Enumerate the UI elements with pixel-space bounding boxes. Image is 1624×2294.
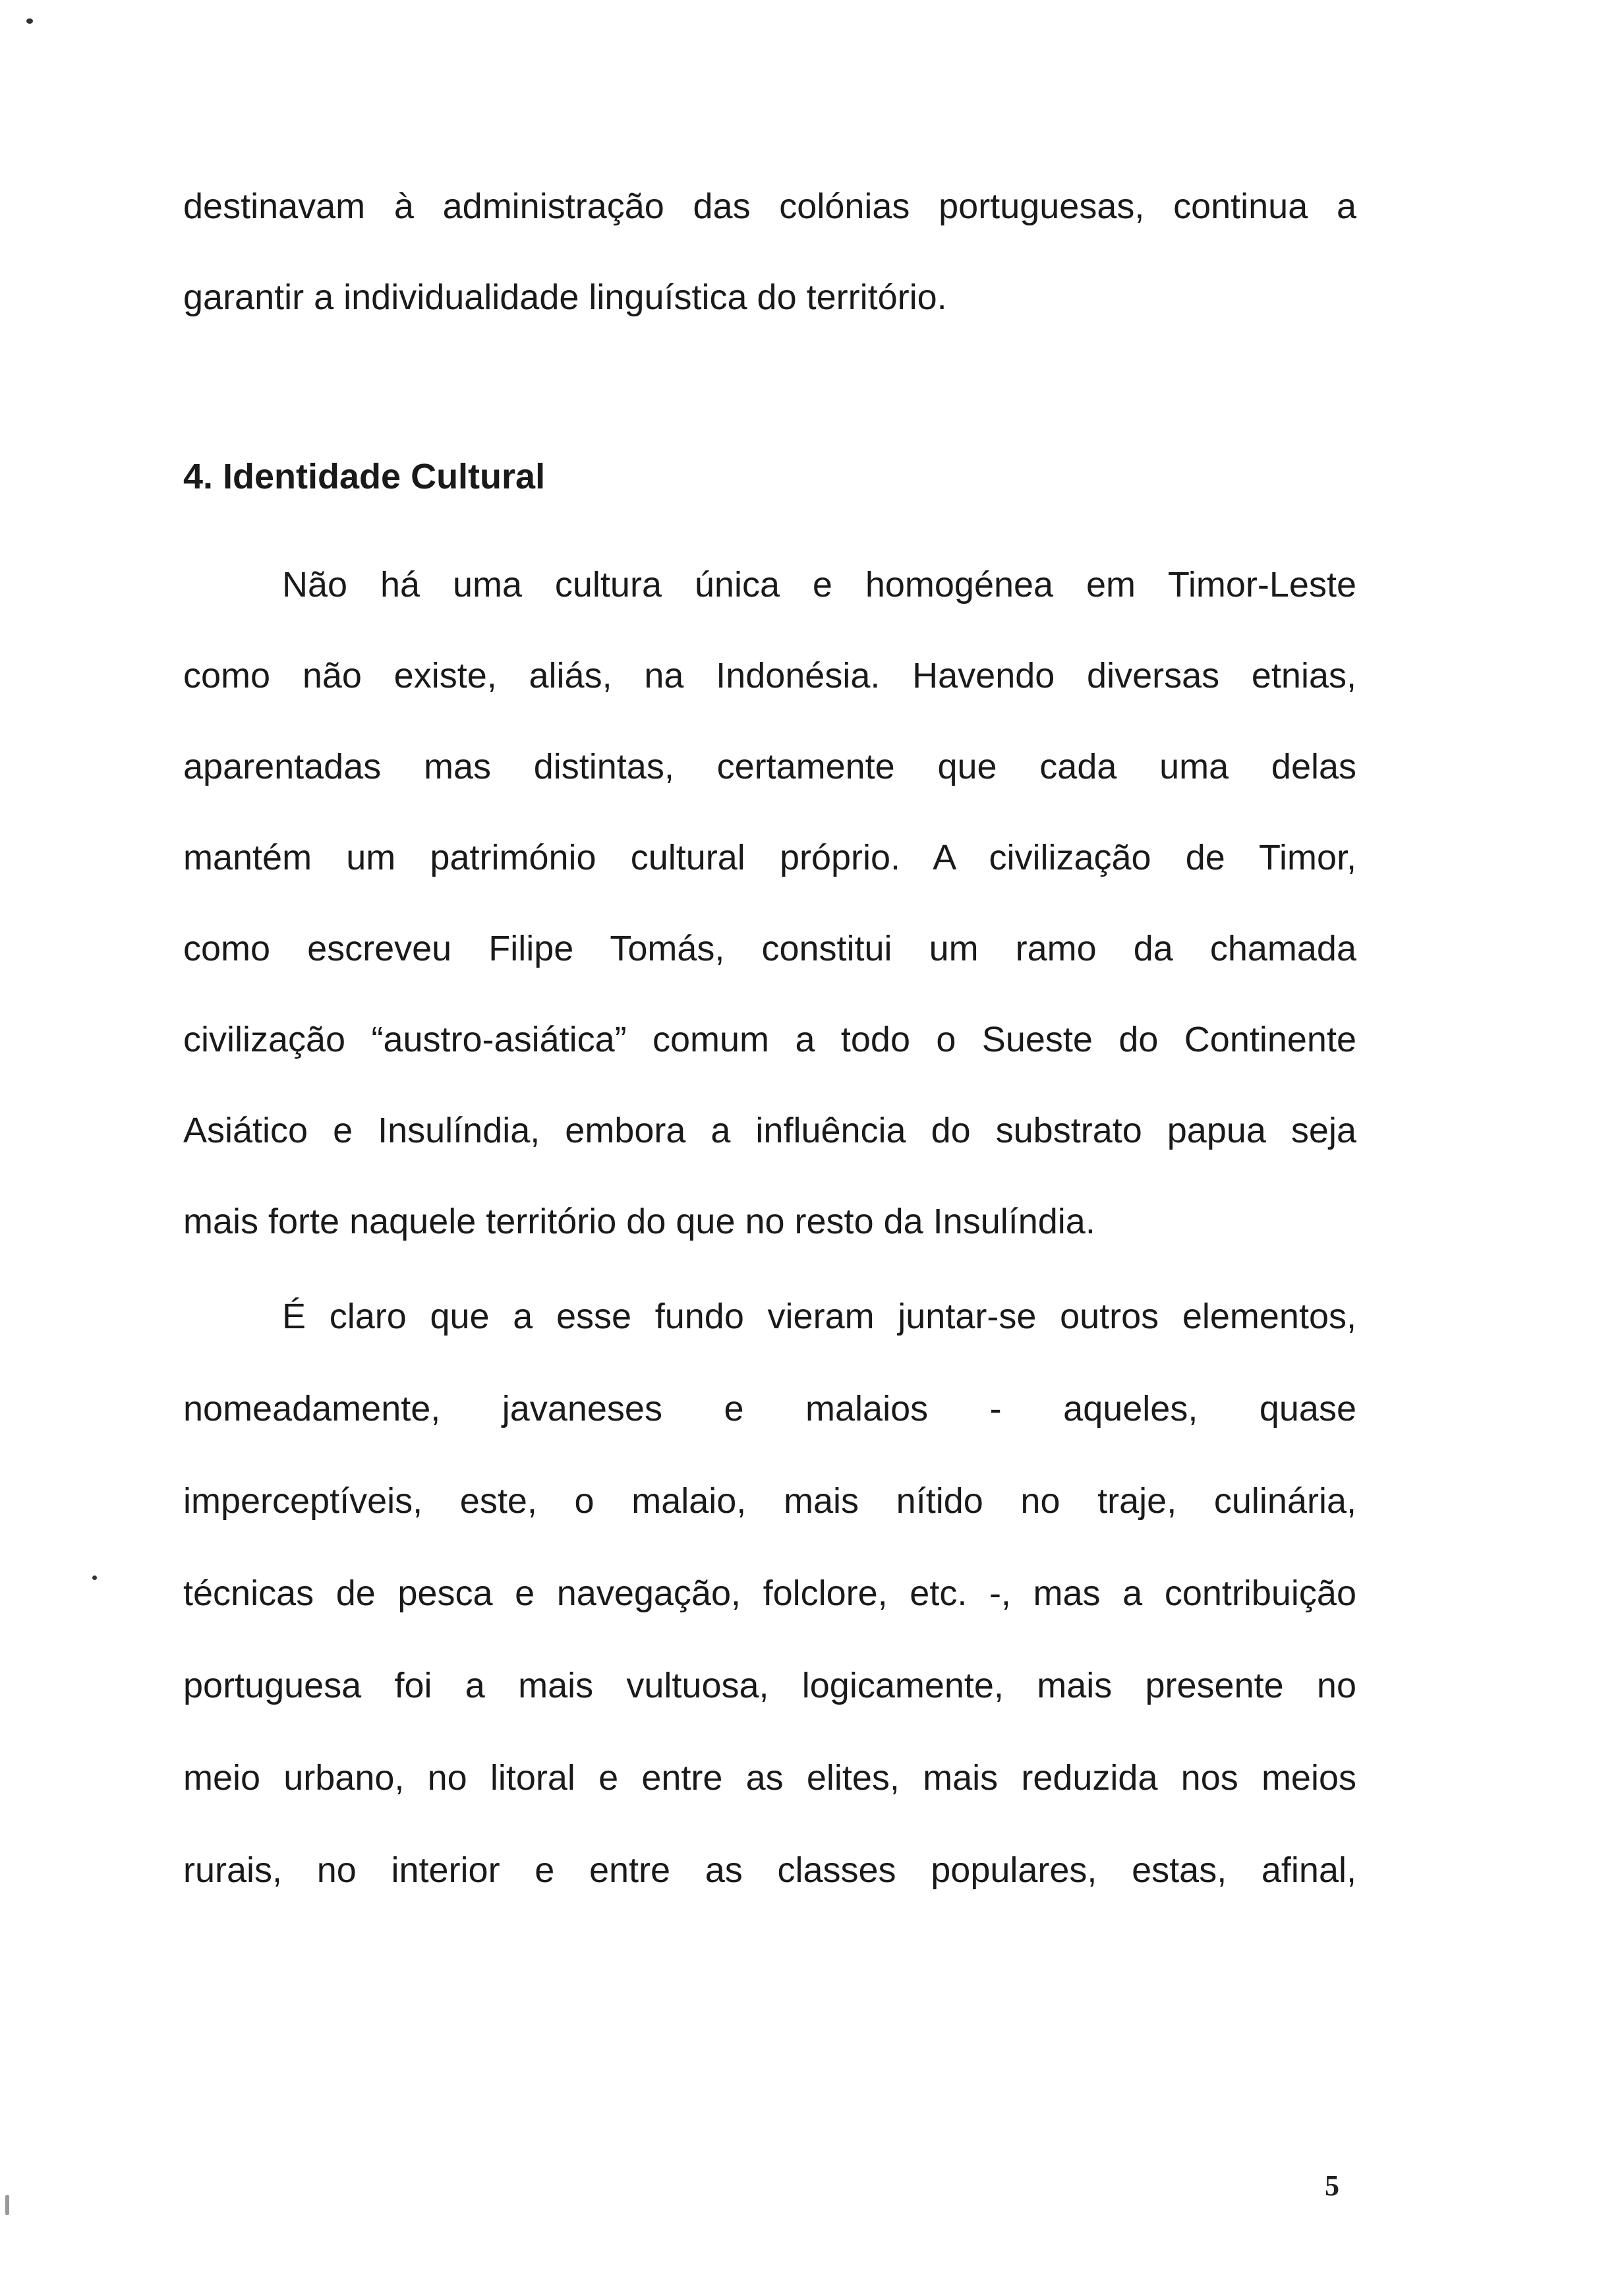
- text-line: como não existe, aliás, na Indonésia. Havendo diversas etnias,: [183, 656, 1356, 695]
- text-line: técnicas de pesca e navegação, folclore, etc. -, mas a contribuição: [183, 1573, 1356, 1613]
- text-line: aparentadas mas distintas, certamente que cada uma delas: [183, 747, 1356, 786]
- text-line: destinavam à administração das colónias portuguesas, continua a: [183, 187, 1356, 226]
- text-line: imperceptíveis, este, o malaio, mais nítido no traje, culinária,: [183, 1481, 1356, 1521]
- text-line: nomeadamente, javaneses e malaios - aqueles, quase: [183, 1389, 1356, 1428]
- text-line: É claro que a esse fundo vieram juntar-se outros elementos,: [282, 1297, 1356, 1336]
- text-line: mantém um património cultural próprio. A civilização de Timor,: [183, 838, 1356, 877]
- text-line: mais forte naquele território do que no resto da Insulíndia.: [183, 1202, 1095, 1241]
- section-heading: 4. Identidade Cultural: [183, 457, 546, 496]
- text-line: portuguesa foi a mais vultuosa, logicamente, mais presente no: [183, 1666, 1356, 1705]
- text-line: Não há uma cultura única e homogénea em Timor-Leste: [282, 565, 1356, 604]
- page-number: 5: [1325, 2169, 1339, 2202]
- text-line: civilização “austro-asiática” comum a todo o Sueste do Continente: [183, 1020, 1356, 1059]
- scan-speck: [26, 18, 33, 24]
- scan-speck: [5, 2195, 9, 2215]
- text-line: Asiático e Insulíndia, embora a influência do substrato papua seja: [183, 1111, 1356, 1150]
- text-line: meio urbano, no litoral e entre as elites, mais reduzida nos meios: [183, 1758, 1356, 1798]
- scan-speck: [92, 1575, 97, 1580]
- text-line: rurais, no interior e entre as classes populares, estas, afinal,: [183, 1850, 1356, 1890]
- text-line: garantir a individualidade linguística do território.: [183, 278, 947, 317]
- text-line: como escreveu Filipe Tomás, constitui um ramo da chamada: [183, 929, 1356, 968]
